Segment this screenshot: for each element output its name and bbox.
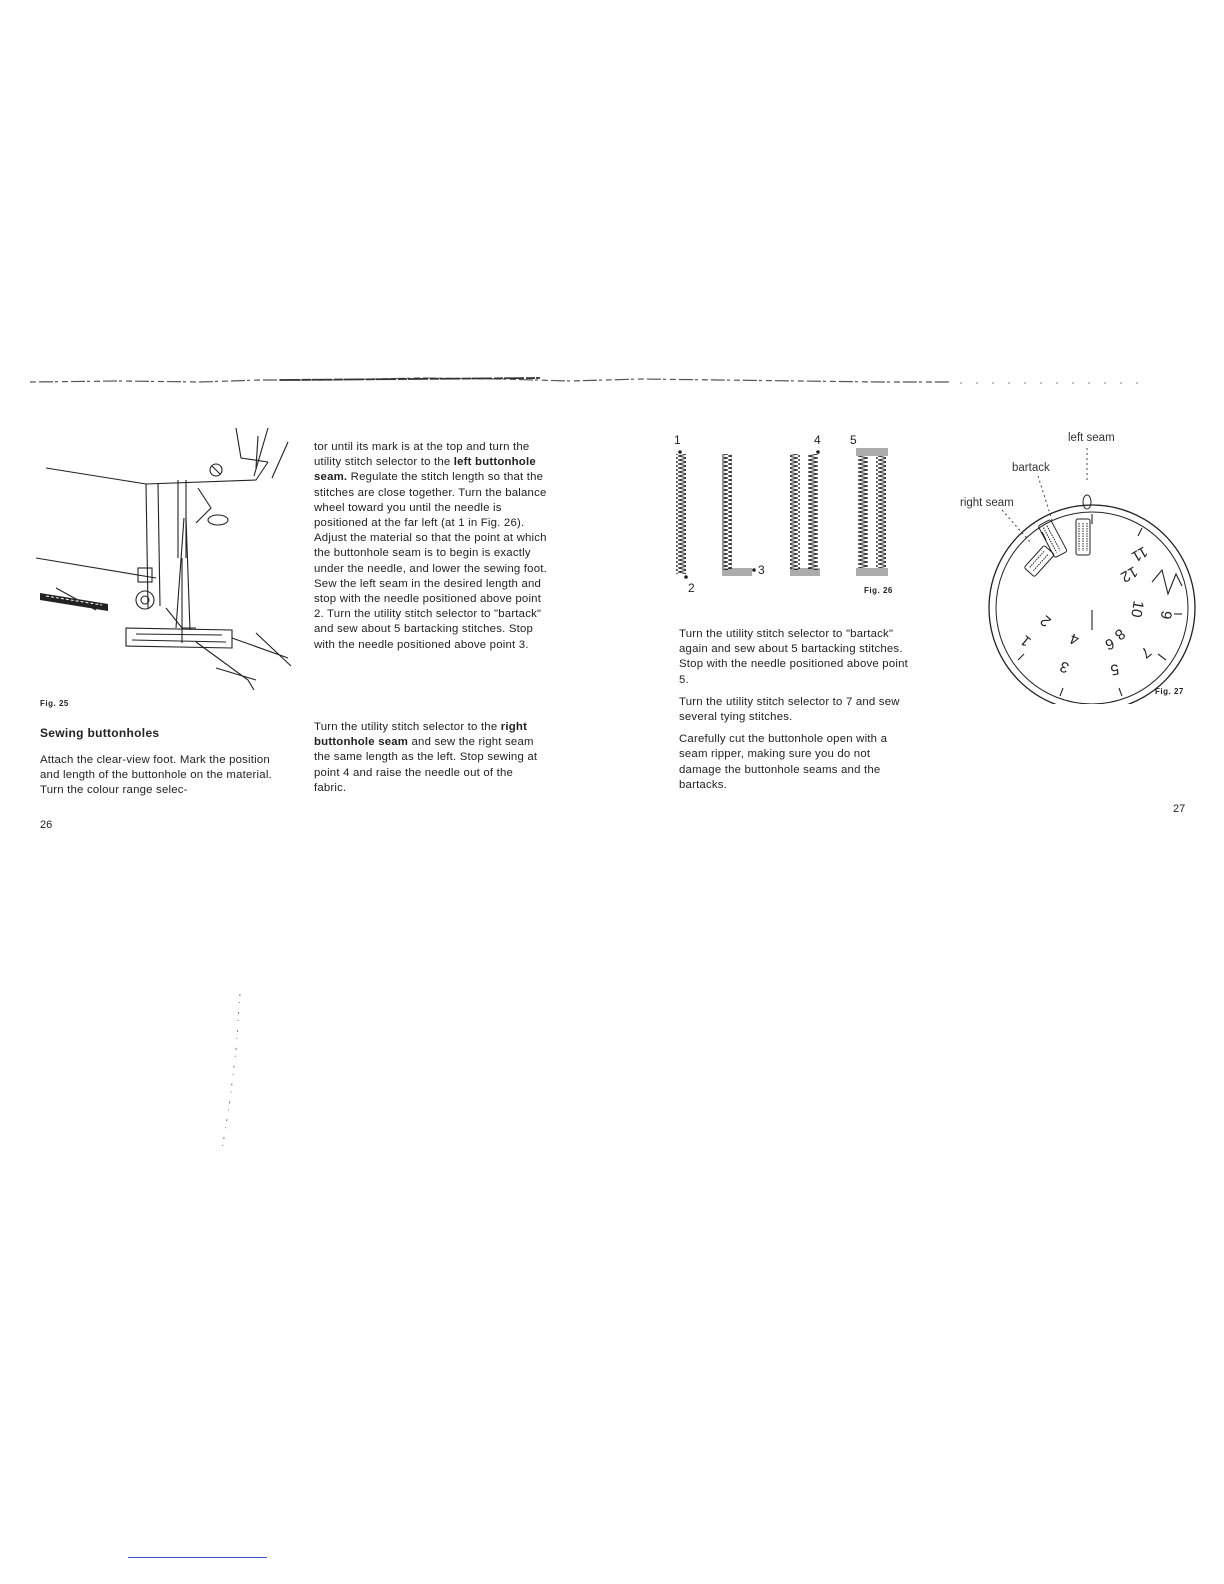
final-steps-column <box>679 627 913 800</box>
scan-edge-line <box>0 372 1224 388</box>
dial-number-5: 5 <box>1109 660 1121 679</box>
dial-number-6: 6 <box>1102 634 1117 654</box>
text-span: Turn the utility stitch selector to the <box>314 721 501 733</box>
page-number-right: 27 <box>1173 803 1186 815</box>
point-1-marker <box>678 450 682 454</box>
dial-number-3: 3 <box>1057 657 1072 677</box>
text-span: Regulate the stitch length so that the stitches are close together. Turn the balance wheel toward you until the needle is positioned at the far left (at 1 in Fig. 26). Adjust the material so that the point at which the buttonhole seam is to begin is exactly under the needle, and lower the sewing foot. Sew the left seam in the desired length and stop with the needle positioned above point 2. Turn the utility stitch selector to "bartack" and sew about 5 bartacking stitches. Stop with the needle positioned above point 3. <box>314 471 547 651</box>
zigzag-stitch-icon <box>1152 570 1182 594</box>
instructions-column <box>314 440 548 660</box>
dial-number-2: 2 <box>1037 611 1055 630</box>
fig27-label: Fig. 27 <box>1155 687 1184 696</box>
right-seam-label: right seam <box>960 497 1014 509</box>
scan-artifact-line <box>210 990 250 1160</box>
intro-paragraph: Attach the clear-view foot. Mark the position and length of the buttonhole on the material. Turn the colour range selec- <box>40 754 272 797</box>
dial-number-10: 10 <box>1127 599 1147 619</box>
page-number-left: 26 <box>40 819 53 831</box>
dial-number-1: 1 <box>1017 631 1035 650</box>
step3-right-seam <box>808 454 818 570</box>
instruction-paragraph-1 <box>314 440 548 653</box>
dial-tick-marks <box>1018 514 1182 696</box>
text-span: tor until its mark is at the top and turn the utility stitch selector to the <box>314 441 530 469</box>
step3-bartack <box>790 568 820 576</box>
point-5-label: 5 <box>850 433 857 447</box>
fig26-label: Fig. 26 <box>864 586 893 595</box>
point-3-label: 3 <box>758 563 765 577</box>
step4-bottom-bartack <box>856 568 888 576</box>
needle-plate-marking <box>40 593 108 611</box>
step3-left-seam <box>790 454 800 570</box>
step4-left-seam <box>858 456 868 568</box>
instructions-column-lower <box>314 720 548 803</box>
dial-inner-ring <box>996 512 1188 704</box>
point-2-label: 2 <box>688 581 695 595</box>
final-paragraph-1: Turn the utility stitch selector to "bartack" again and sew about 5 bartacking stitches. Stop with the needle positioned above point 5. <box>679 628 908 686</box>
dial-number-12: 12 <box>1117 562 1141 586</box>
left-seam-label: left seam <box>1068 432 1115 444</box>
point-1-label: 1 <box>674 433 681 447</box>
final-paragraph-3: Carefully cut the buttonhole open with a seam ripper, making sure you do not damage the buttonhole seams and the bartacks. <box>679 733 888 791</box>
bartack-label: bartack <box>1012 462 1050 474</box>
scan-artifact-blue-line <box>128 1557 267 1558</box>
step2-left-seam <box>722 454 732 570</box>
dial-number-11: 11 <box>1128 542 1151 566</box>
dial-number-7: 7 <box>1137 642 1155 662</box>
step2-bartack <box>722 568 752 576</box>
point-2-marker <box>684 575 688 579</box>
bold-term-right-seam: right buttonhole seam <box>314 721 528 749</box>
final-paragraph-2: Turn the utility stitch selector to 7 and sew several tying stitches. <box>679 695 900 724</box>
stitch-selector-dial-diagram <box>952 424 1198 704</box>
buttonhole-symbols-icon <box>1024 519 1090 577</box>
fig25-label: Fig. 25 <box>40 699 69 708</box>
dial-number-8: 8 <box>1111 624 1129 644</box>
buttonhole-steps-diagram <box>668 432 908 602</box>
point-4-marker <box>816 450 820 454</box>
sewing-machine-foot-illustration <box>36 428 298 690</box>
point-4-label: 4 <box>814 433 821 447</box>
step4-top-bartack <box>856 448 888 456</box>
instruction-paragraph-2 <box>314 720 548 796</box>
dial-outer-ring <box>989 505 1195 704</box>
step1-left-seam <box>676 454 686 574</box>
section-heading: Sewing buttonholes <box>40 726 160 740</box>
point-3-marker <box>752 568 756 572</box>
dial-number-9: 9 <box>1156 609 1175 621</box>
text-span: and sew the right seam the same length as the left. Stop sewing at point 4 and raise the needle out of the fabric. <box>314 736 538 794</box>
bold-term-left-seam: left buttonhole seam. <box>314 456 536 484</box>
selector-mark-icon <box>1083 495 1091 509</box>
dial-number-4: 4 <box>1067 629 1082 649</box>
step4-right-seam <box>876 456 886 568</box>
